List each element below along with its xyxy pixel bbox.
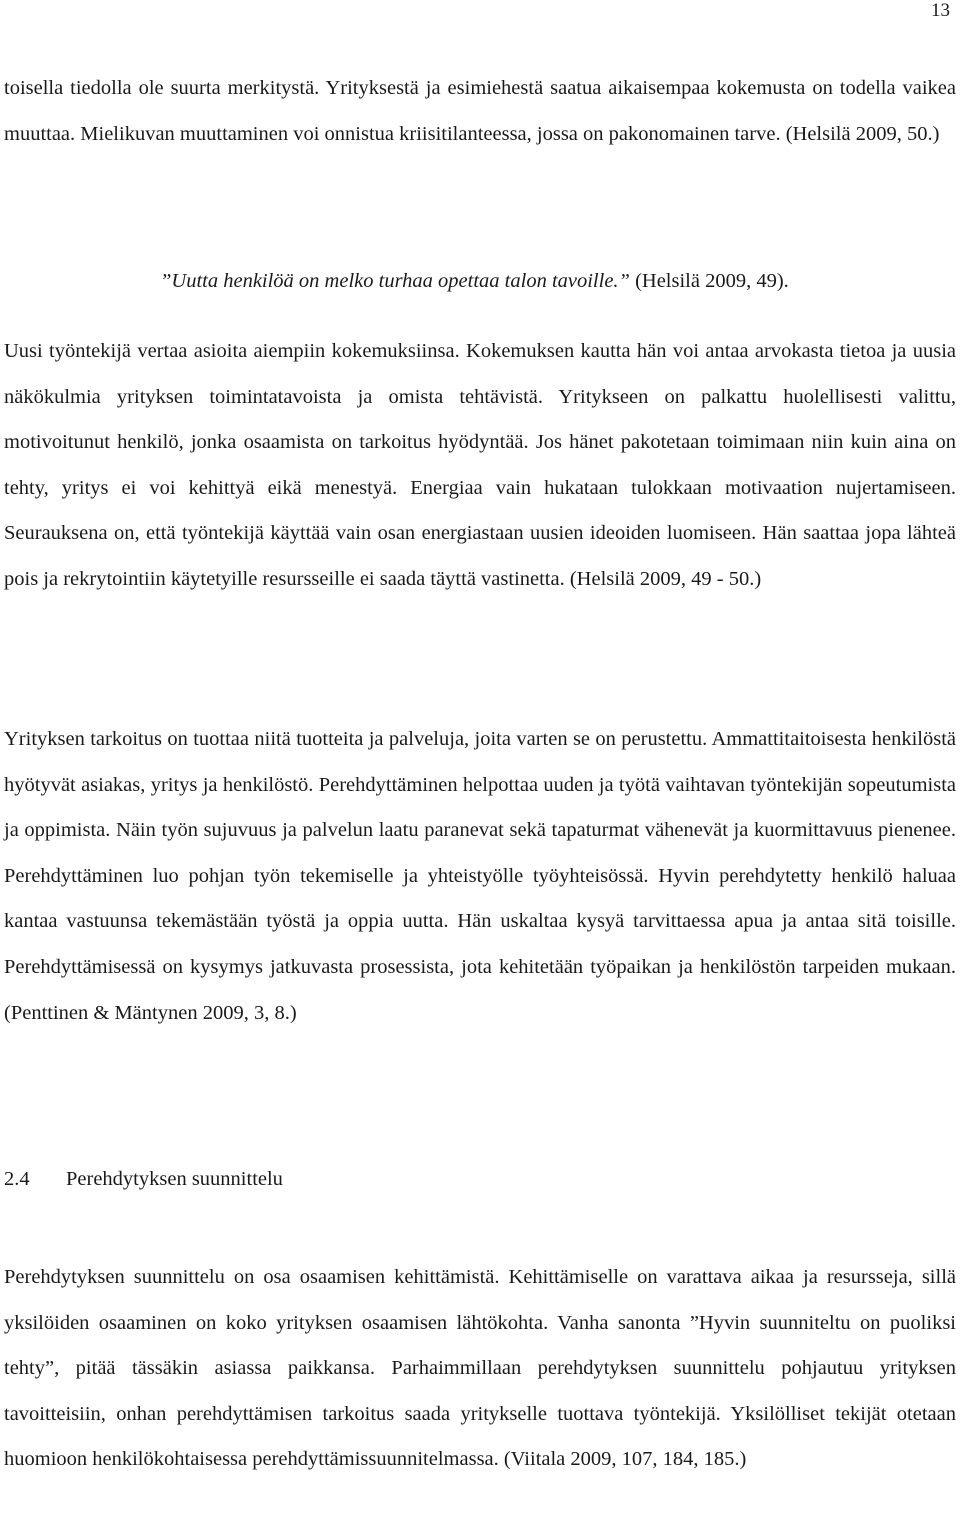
paragraph-1: toisella tiedolla ole suurta merkitystä. Yrityksestä ja esimiehestä saatua aikaisempaa kokemusta on todella vaikea muuttaa. Mielikuvan muuttaminen voi onnistua kriisitilanteessa, jossa on pakonomainen tarve. (Helsilä 2009, 50.) — [4, 77, 956, 145]
block-quote — [160, 258, 950, 304]
paragraph-3: Yrityksen tarkoitus on tuottaa niitä tuotteita ja palveluja, joita varten se on perustettu. Ammattitaitoisesta henkilöstä hyötyvät asiakas, yritys ja henkilöstö. Perehdyttäminen helpottaa uuden ja työtä vaihtavan työntekijän sopeutumista ja oppimista. Näin työn sujuvuus ja palvelun laatu paranevat sekä tapaturmat vähenevät ja kuormittavuus pienenee. Perehdyttäminen luo pohjan työn tekemiselle ja yhteistyölle työyhteisössä. Hyvin perehdytetty henkilö haluaa kantaa vastuunsa tekemästään työstä ja oppia uutta. Hän uskaltaa kysyä tarvittaessa apua ja antaa sitä toisille. Perehdyttämisessä on kysymys jatkuvasta prosessista, jota kehitetään työpaikan ja henkilöstön tarpeiden mukaan. (Penttinen & Mäntynen 2009, 3, 8.) — [4, 728, 956, 1024]
section-number: 2.4 — [4, 1168, 30, 1190]
section-heading — [4, 1156, 283, 1202]
quote-text: ”Uutta henkilöä on melko turhaa opettaa talon tavoille.” — [160, 270, 630, 292]
page-number: 13 — [931, 0, 950, 21]
quote-reference: (Helsilä 2009, 49). — [629, 270, 789, 292]
paragraph-4: Perehdytyksen suunnittelu on osa osaamisen kehittämistä. Kehittämiselle on varattava aikaa ja resursseja, sillä yksilöiden osaaminen on koko yrityksen osaamisen lähtökohta. Vanha sanonta ”Hyvin suunniteltu on puoliksi tehty”, pitää tässäkin asiassa paikkansa. Parhaimmillaan perehdytyksen suunnittelu pohjautuu yrityksen tavoitteisiin, onhan perehdyttämisen tarkoitus saada yritykselle tuottava työntekijä. Yksilölliset tekijät otetaan huomioon henkilökohtaisessa perehdyttämissuunnitelmassa. (Viitala 2009, 107, 184, 185.) — [4, 1266, 956, 1471]
paragraph-2: Uusi työntekijä vertaa asioita aiempiin kokemuksiinsa. Kokemuksen kautta hän voi antaa arvokasta tietoa ja uusia näkökulmia yrityksen toimintatavoista ja omista tehtävistä. Yritykseen on palkattu huolellisesti valittu, motivoitunut henkilö, jonka osaamista on tarkoitus hyödyntää. Jos hänet pakotetaan toimimaan niin kuin aina on tehty, yritys ei voi kehittyä eikä menestyä. Energiaa vain hukataan tulokkaan motivaation nujertamiseen. Seurauksena on, että työntekijä käyttää vain osan energiastaan uusien ideoiden luomiseen. Hän saattaa jopa lähteä pois ja rekrytointiin käytetyille resursseille ei saada täyttä vastinetta. (Helsilä 2009, 49 - 50.) — [4, 340, 956, 590]
section-title: Perehdytyksen suunnittelu — [66, 1168, 283, 1190]
